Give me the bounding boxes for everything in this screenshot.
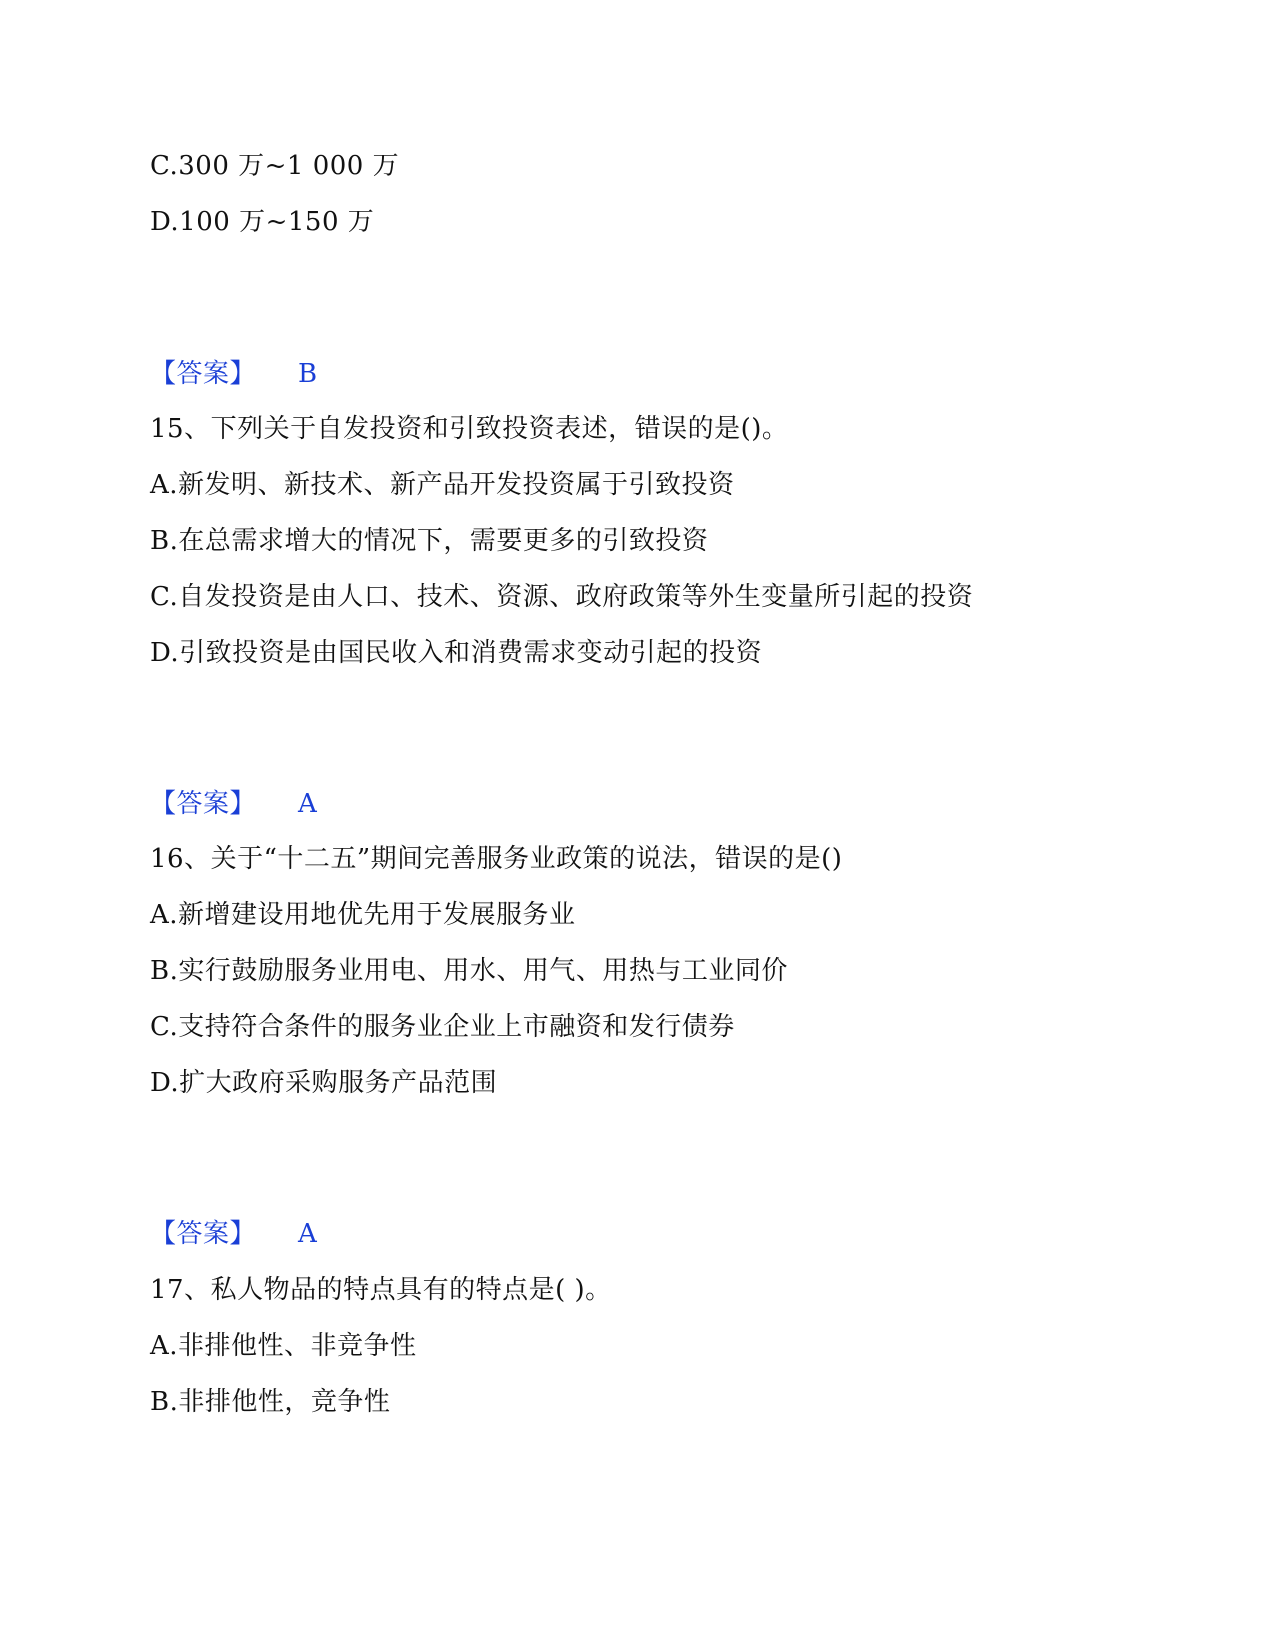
question-stem: 16、关于“十二五”期间完善服务业政策的说法，错误的是()	[150, 844, 843, 874]
answer-label: 【答案】	[150, 359, 257, 389]
option-c: C.支持符合条件的服务业企业上市融资和发行债券	[150, 1012, 735, 1042]
answer-line	[150, 788, 317, 820]
option-a: A.新发明、新技术、新产品开发投资属于引致投资	[150, 470, 735, 500]
question-stem: 17、私人物品的特点具有的特点是( )。	[150, 1275, 612, 1305]
question-stem: 15、下列关于自发投资和引致投资表述，错误的是()。	[150, 414, 789, 444]
option-a: A.新增建设用地优先用于发展服务业	[150, 900, 576, 930]
option-b: B.在总需求增大的情况下，需要更多的引致投资	[150, 526, 709, 556]
answer-line	[150, 1218, 317, 1250]
option-b: B.非排他性，竞争性	[150, 1387, 391, 1417]
answer-label: 【答案】	[150, 789, 257, 819]
answer-value: B	[298, 359, 318, 389]
option-b: B.实行鼓励服务业用电、用水、用气、用热与工业同价	[150, 956, 788, 986]
option-a: A.非排他性、非竞争性	[150, 1331, 417, 1361]
option-d: D.100 万~150 万	[150, 207, 375, 237]
answer-label: 【答案】	[150, 1219, 257, 1249]
answer-value: A	[298, 789, 318, 819]
option-c: C.自发投资是由人口、技术、资源、政府政策等外生变量所引起的投资	[150, 582, 974, 612]
option-d: D.扩大政府采购服务产品范围	[150, 1068, 498, 1098]
option-d: D.引致投资是由国民收入和消费需求变动引起的投资	[150, 638, 763, 668]
option-c: C.300 万~1 000 万	[150, 151, 400, 181]
answer-line	[150, 358, 318, 390]
answer-value: A	[298, 1219, 318, 1249]
